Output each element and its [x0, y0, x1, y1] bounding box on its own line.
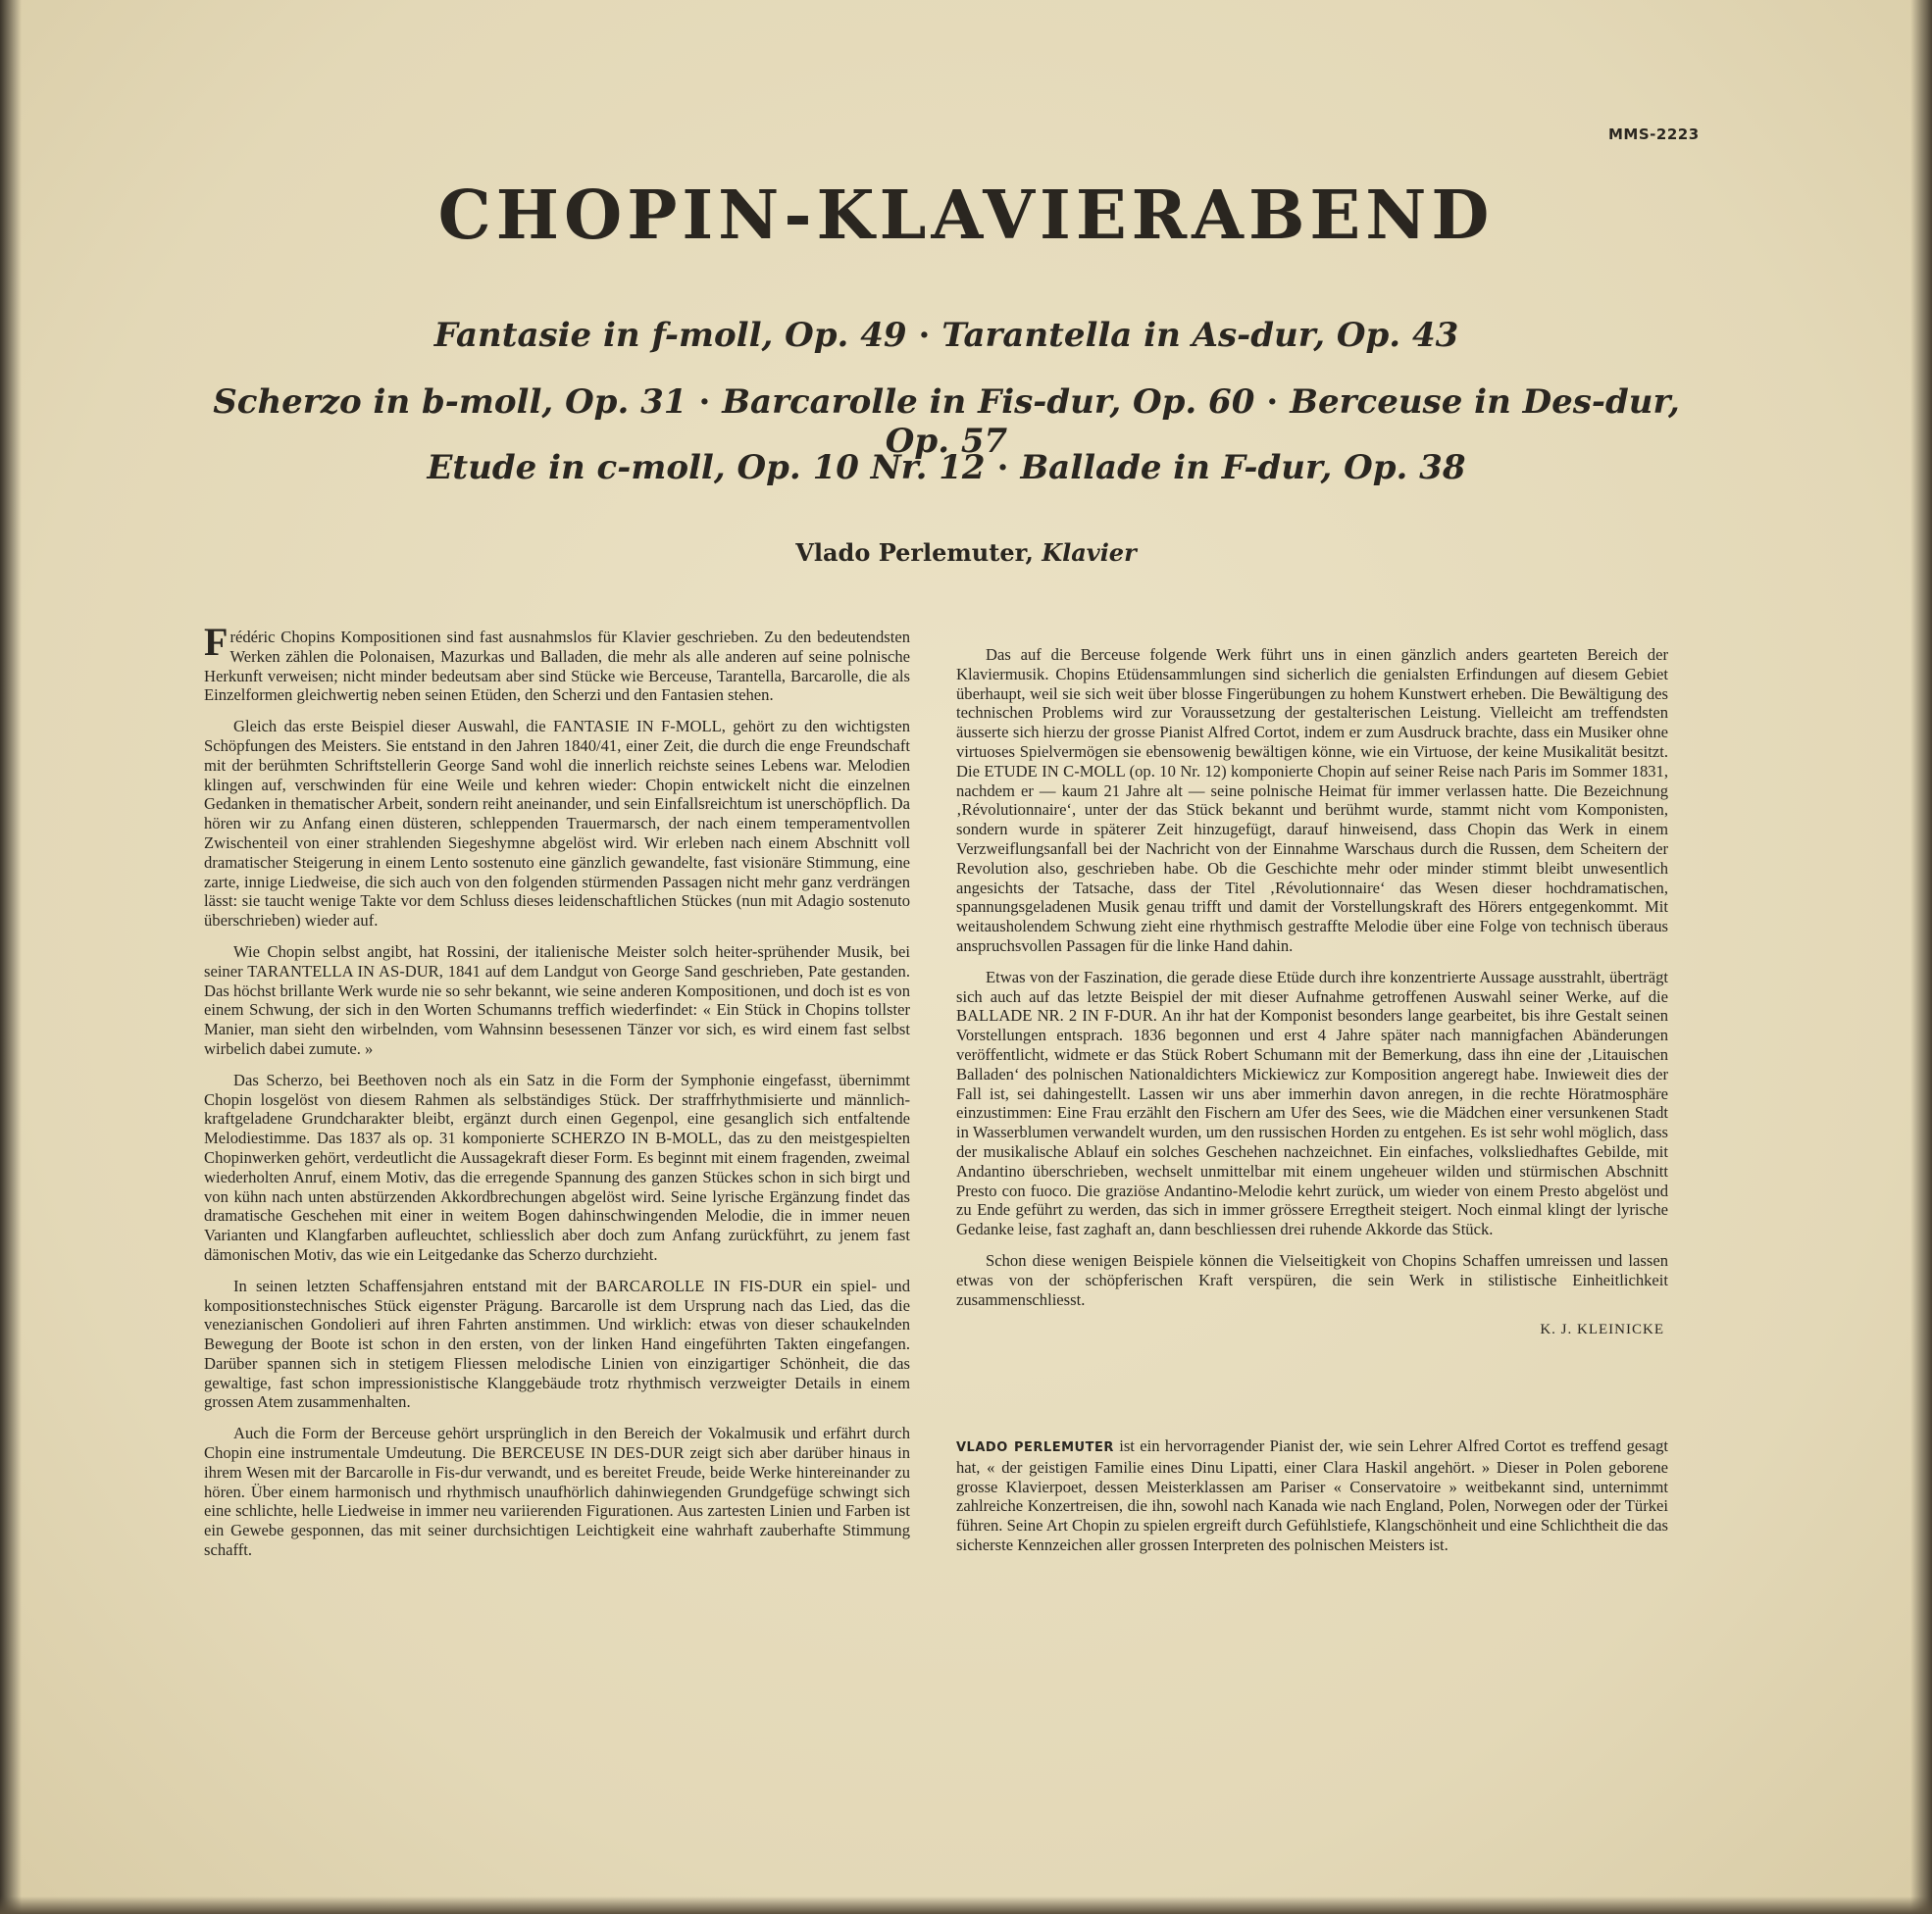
separator: · [996, 448, 1009, 487]
biography-name: VLADO PERLEMUTER [956, 1440, 1114, 1456]
paragraph-text: rédéric Chopins Kompositionen sind fast ausnahmslos für Klavier geschrieben. Zu den bedeutendsten Werken zählen die Polonaisen, Mazurkas und Balladen, die mehr als alle anderen auf seine polnische Herkunft verweisen; nicht minder bedeutsam aber sind Stücke wie Berceuse, Tarantella, Barcarolle, die als Einzelformen gleichwertig neben seinen Etüden, den Scherzi und den Fantasien stehen. [204, 628, 910, 705]
album-title: CHOPIN-KLAVIERABEND [437, 176, 1495, 255]
performer-biography [956, 1436, 1668, 1555]
work-etude: Etude in c-moll, Op. 10 Nr. 12 [427, 448, 986, 487]
separator: · [698, 382, 711, 422]
biography-paragraph [956, 1436, 1668, 1555]
performer-instrument: Klavier [1042, 538, 1137, 567]
paragraph-barcarolle: In seinen letzten Schaffensjahren entstand mit der BARCAROLLE IN FIS-DUR ein spiel- und kompositionstechnisches Stück eigenster Prägung. Barcarolle ist dem Ursprung nach das Lied, das die venezianischen Gondolieri auf ihren Fahrten anstimmen. Und wirklich: etwas von dieser schaukelnden Bewegung der Boote ist schon in den ersten, von der linken Hand eingeführten Takten eingefangen. Darüber spannen sich in stetigem Fliessen melodische Linien von einzigartiger Schönheit, die das gewaltige, fast schon impressionistische Klanggebäude trotz rhythmisch verzweigter Details in einem grossen Atem zusammenhalten. [204, 1276, 910, 1412]
paragraph-ballade: Etwas von der Faszination, die gerade diese Etüde durch ihre konzentrierte Aussage ausstrahlt, überträgt sich auch auf das letzte Beispiel der mit dieser Aufnahme getroffenen Auswahl seiner Werke, auf die BALLADE NR. 2 IN F-DUR. An ihr hat der Komponist besonders lange gearbeitet, bis ihre Gestalt seinen Vorstellungen entsprach. 1836 begonnen und erst 4 Jahre später nach mannigfachen Abänderungen veröffentlicht, widmete er das Stück Robert Schumann mit der Bemerkung, dass ihn eine der ‚Litauischen Balladen‘ des polnischen Nationaldichters Mickiewicz zur Komposition angeregt habe. Inwieweit dies der Fall ist, sei dahingestellt. Lassen wir uns aber immerhin davon anregen, in die rechte Höratmosphäre einzustimmen: Eine Frau erzählt den Fischern am Ufer des Sees, wie die Mädchen einer versunkenen Stadt in Wasserblumen verwandelt wurden, um den russischen Horden zu entgehen. Es ist sehr wohl möglich, dass der musikalische Ablauf ein solches Geschehen nachzeichnet. Ein einfaches, volksliedhaftes Gebilde, mit Andantino überschrieben, wechselt unmittelbar mit einem ungeheuer wilden und stürmischen Abschnitt Presto con fuoco. Die graziöse Andantino-Melodie kehrt zurück, um wieder von einem Presto abgelöst und zu Ende geführt zu werden, das sich in immer grössere Erregtheit steigert. Noch einmal klingt der lyrische Gedanke leise, fast zaghaft an, dann beschliessen drei ruhende Akkorde das Stück. [956, 967, 1668, 1239]
work-scherzo: Scherzo in b-moll, Op. 31 [213, 382, 687, 422]
performer-credit [0, 538, 1932, 567]
paragraph-etude: Das auf die Berceuse folgende Werk führt uns in einen gänzlich anders gearteten Bereich der Klaviermusik. Chopins Etüdensammlungen sind sicherlich die genialsten Erfindungen auf diesem Gebiet überhaupt, weil sie sich weit über blosse Fingerübungen zu hohem Kunstwert erheben. Die Bewältigung des technischen Problems wird zur Voraussetzung der gestalterischen Leistung. Vielleicht am treffendsten äusserte sich hierzu der grosse Pianist Alfred Cortot, indem er zum Ausdruck brachte, dass ein Musiker ohne virtuoses Spielvermögen sie ebensowenig bewältigen könne, wie ein Virtuose, der keine Musikalität besitzt. Die ETUDE IN C-MOLL (op. 10 Nr. 12) komponierte Chopin auf seiner Reise nach Paris im Sommer 1831, nachdem er — kaum 21 Jahre alt — seine polnische Heimat für immer verlassen hatte. Die Bezeichnung ‚Révolutionnaire‘, unter der das Stück bekannt und berühmt wurde, stammt nicht vom Komponisten, sondern wurde in späterer Zeit hinzugefügt, darauf hinweisend, dass Chopin das Werk in einem Verzweiflungsanfall bei der Nachricht von der Einnahme Warschaus durch die Russen, dem Scheitern der Revolution also, geschrieben habe. Ob die Geschichte mehr oder minder stimmt bleibt unwesentlich angesichts der Tatsache, dass der Titel ‚Révolutionnaire‘ das Wesen dieser hochdramatischen, spannungsgeladenen Musik genau trifft und damit der Vorstellungskraft des Hörers entgegenkommt. Mit weitausholendem Schwung zieht eine rhythmisch gestraffte Melodie über eine Folge von technisch überaus anspruchsvollen Passagen für die linke Hand dahin. [956, 645, 1668, 955]
paragraph-intro [204, 620, 910, 705]
work-ballade: Ballade in F-dur, Op. 38 [1020, 448, 1466, 487]
drop-cap: F [204, 620, 229, 664]
separator: · [918, 316, 931, 355]
works-line-3 [177, 448, 1716, 487]
biography-text: ist ein hervorragender Pianist der, wie sein Lehrer Alfred Cortot es treffend gesagt hat, « der geistigen Familie eines Dinu Lipatti, einer Clara Haskil angehört. » Dieser in Polen geborene grosse Klavierpoet, dessen Meisterklassen am Pariser « Conservatoire » weitbekannt sind, unternimmt zahlreiche Konzertreisen, die ihn, sowohl nach Kanada wie nach England, Polen, Norwegen oder der Türkei führen. Seine Art Chopin zu spielen ergreift durch Gefühlstiefe, Klangschönheit und eine Schlichtheit die das sicherste Kennzeichen aller grossen Interpreten des polnischen Meisters ist. [956, 1436, 1668, 1555]
sleeve-right-edge [1910, 0, 1932, 1914]
paragraph-berceuse: Auch die Form der Berceuse gehört ursprünglich in den Bereich der Vokalmusik und erfährt durch Chopin eine instrumentale Umdeutung. Die BERCEUSE IN DES-DUR zeigt sich aber darüber hinaus in ihrem Wesen mit der Barcarolle in Fis-dur verwandt, und es bereitet Freude, beide Werke hintereinander zu hören. Über einem harmonisch und rhythmisch unaufhörlich dahinwiegenden Grundgefüge schwingt sich eine schlichte, helle Liedweise in immer neu variierenden Figurationen. Aus zartesten Linien und Farben ist ein Gewebe gesponnen, das mit seiner durchsichtigen Leichtigkeit eine wahrhaft zauberhafte Stimmung schafft. [204, 1424, 910, 1560]
work-berceuse: Berceuse in Des-dur, Op. 57 [885, 382, 1680, 461]
paragraph-conclusion: Schon diese wenigen Beispiele können die Vielseitigkeit von Chopins Schaffen umreissen und lassen etwas von der schöpferischen Kraft verspüren, die sein Werk in stilistische Einheitlichkeit zusammenschliesst. [956, 1250, 1668, 1309]
liner-notes-left-column [204, 620, 910, 1572]
work-tarantella: Tarantella in As-dur, Op. 43 [941, 316, 1459, 355]
liner-notes-right-column [956, 645, 1668, 1567]
performer-name: Vlado Perlemuter, [795, 538, 1034, 567]
sleeve-bottom-edge [0, 1896, 1932, 1914]
paragraph-fantasie: Gleich das erste Beispiel dieser Auswahl, die FANTASIE IN F-MOLL, gehört zu den wichtigsten Schöpfungen des Meisters. Sie entstand in den Jahren 1840/41, einer Zeit, die durch die enge Freundschaft mit der berühmten Schriftstellerin George Sand wohl die innerlich reichste seines Lebens war. Melodien klingen auf, verschwinden für eine Weile und kehren wieder: Chopin entwickelt nicht die einzelnen Gedanken in thematischer Arbeit, sondern reiht aneinander, und sein Einfallsreichtum ist unerschöpflich. Da hören wir zu Anfang einen düsteren, schleppenden Trauermarsch, der nach einem temperamentvollen Zwischenteil von einer strahlenden Siegeshymne abgelöst wird. Wir erleben nach einem Abschnitt voll dramatischer Steigerung in einem Lento sostenuto eine gänzlich gewandelte, fast visionäre Stimmung, eine zarte, innige Liedweise, die sich auch von den folgenden stürmenden Passagen nicht mehr ganz verdrängen lässt: sie taucht wenige Takte vor dem Schluss dieses leidenschaftlichen Stückes (nun mit Adagio sostenuto überschrieben) wieder auf. [204, 717, 910, 931]
paragraph-scherzo: Das Scherzo, bei Beethoven noch als ein Satz in die Form der Symphonie eingefasst, übernimmt Chopin losgelöst von diesem Rahmen als selbständiges Stück. Der straffrhythmisierte und männlich-kraftgeladene Grundcharakter bleibt, ergänzt durch einen Gegenpol, eine gesanglich sich entfaltende Melodiestimme. Das 1837 als op. 31 komponierte SCHERZO IN B-MOLL, das zu den meistgespielten Chopinwerken gehört, verdeutlicht die Aussagekraft dieser Form. Es beginnt mit einem fragenden, zweimal wiederholten Anruf, einem Motiv, das die erregende Spannung des ganzen Stückes schon in sich birgt und von kühn nach unten abstürzenden Akkordbrechungen abgelöst wird. Seine lyrische Ergänzung findet das dramatische Geschehen mit einer in weitem Bogen dahinschwingenden Melodie, die in immer neuen Varianten und Klangfarben aufleuchtet, schliesslich aber doch zum Anfang zurückführt, zu jenem fast dämonischen Motiv, das wie ein Leitgedanke das Scherzo durchzieht. [204, 1070, 910, 1264]
works-line-1 [177, 316, 1716, 355]
work-barcarolle: Barcarolle in Fis-dur, Op. 60 [722, 382, 1255, 422]
sleeve-left-edge [0, 0, 22, 1914]
work-fantasie: Fantasie in f-moll, Op. 49 [433, 316, 907, 355]
paragraph-tarantella: Wie Chopin selbst angibt, hat Rossini, der italienische Meister solch heiter-sprühender Musik, bei seiner TARANTELLA IN AS-DUR, 1841 auf dem Landgut von George Sand geschrieben, Pate gestanden. Das höchst brillante Werk wurde nie so sehr bekannt, wie seine anderen Kompositionen, und doch ist es von einem Schwung, der sich in den Worten Schumanns treffich wiederfindet: « Ein Stück in Chopins tollster Manier, man sieht den wirbelnden, vom Wahnsinn besessenen Tänzer vor sich, es wird einem fast selbst wirbelich dabei zumute. » [204, 941, 910, 1058]
catalog-number: MMS-2223 [1608, 126, 1700, 143]
author-signature: K. J. KLEINICKE [1540, 1322, 1664, 1338]
separator: · [1266, 382, 1279, 422]
